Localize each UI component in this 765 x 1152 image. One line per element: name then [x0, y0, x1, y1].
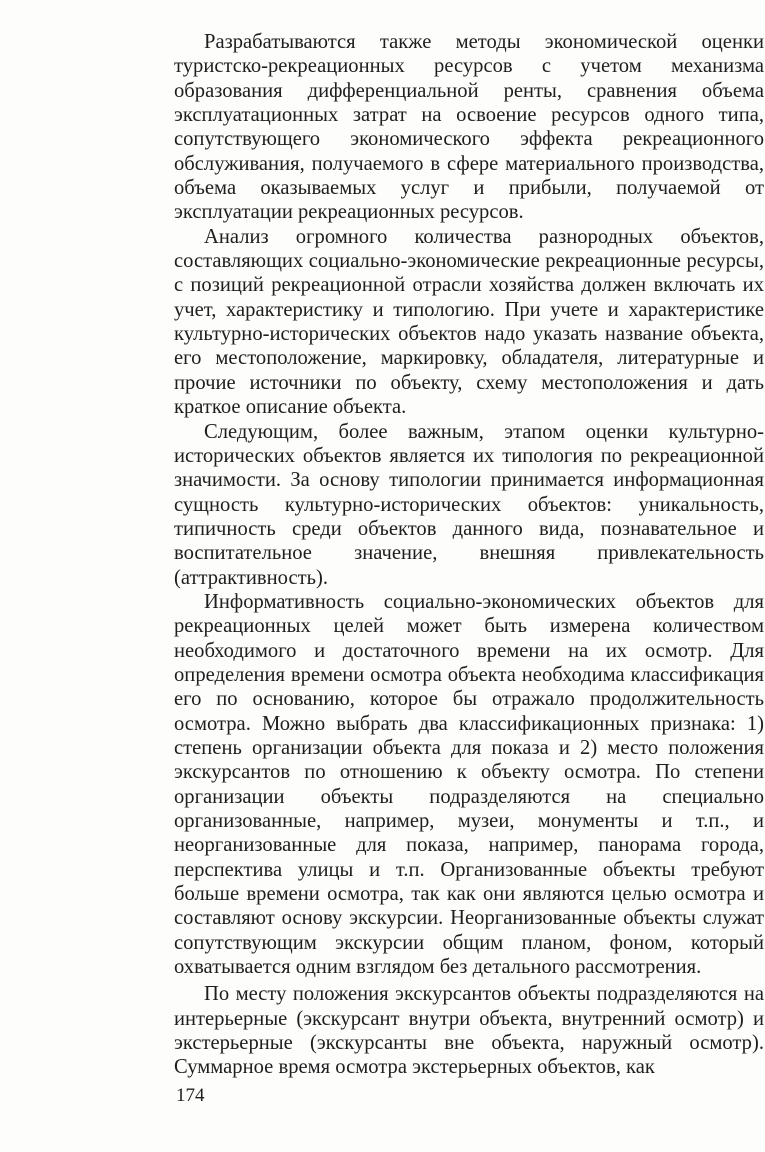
paragraph: По месту положения экскурсантов объекты подразделяются на интерьерные (экскурсант внутри объекта, внутренний осмотр) и экстерьерные (экскурсанты вне объекта, наружный осмотр). Суммарное время осмотра экстерьерных объектов, как [174, 983, 764, 1079]
paragraph: Разрабатываются также методы экономической оценки туристско-рекреационных ресурсов с учетом механизма образования дифференциальной ренты, сравнения объема эксплуатационных затрат на освоение ресурсов одного типа, сопутствующего экономического эффекта рекреационного обслуживания, получаемого в сфере материального производства, объема оказываемых услуг и прибыли, получаемой от эксплуатации рекреационных ресурсов. [174, 31, 764, 224]
body-text [174, 30, 764, 1080]
paragraph: Информативность социально-экономических объектов для рекреационных целей может быть измерена количеством необходимого и достаточного времени на их осмотр. Для определения времени осмотра объекта необходима классификация его по основанию, которое бы отражало продолжительность осмотра. Можно выбрать два классификационных признака: 1) степень организации объекта для показа и 2) место положения экскурсантов по отношению к объекту осмотра. По степени организации объекты подразделяются на специально организованные, например, музеи, монументы и т.п., и неорганизованные для показа, например, панорама города, перспектива улицы и т.п. Организованные объекты требуют больше времени осмотра, так как они являются целью осмотра и составляют основу экскурсии. Неорганизованные объекты служат сопутствующим экскурсии общим планом, фоном, который охватывается одним взглядом без детального рассмотрения. [174, 590, 764, 979]
paragraph: Анализ огромного количества разнородных объектов, составляющих социально-экономические рекреационные ресурсы, с позиций рекреационной отрасли хозяйства должен включать их учет, характеристику и типологию. При учете и характеристике культурно-исторических объектов надо указать название объекта, его местоположение, маркировку, обладателя, литературные и прочие источники по объекту, схему местоположения и дать краткое описание объекта. [174, 225, 764, 419]
page-number: 174 [176, 1085, 205, 1106]
paragraph: Следующим, более важным, этапом оценки культурно-исторических объектов является их типология по рекреационной значимости. За основу типологии принимается информационная сущность культурно-исторических объектов: уникальность, типичность среди объектов данного вида, познавательное и воспитательное значение, внешняя привлекательность (аттрактивность). [174, 420, 764, 589]
